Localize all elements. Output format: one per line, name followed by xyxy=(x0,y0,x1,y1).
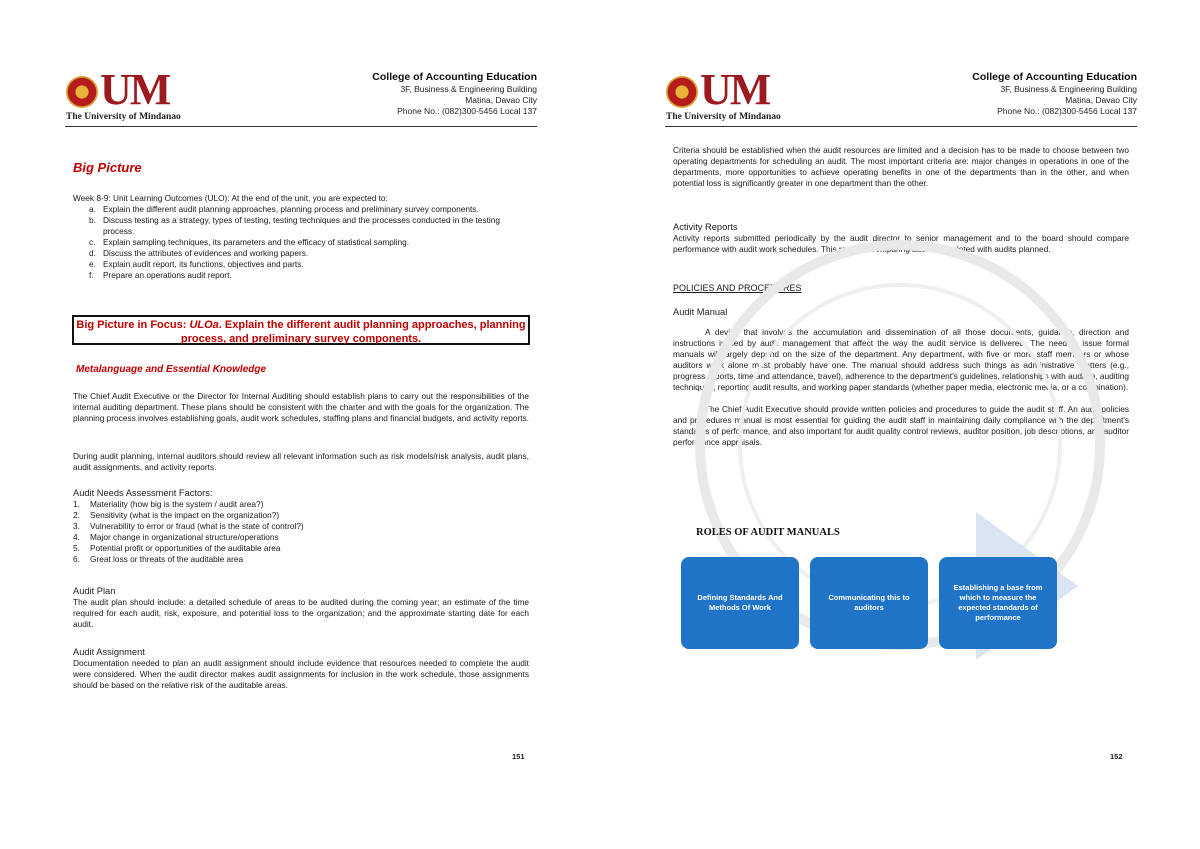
college-title: College of Accounting Education xyxy=(972,71,1137,83)
audit-plan-section xyxy=(73,586,529,630)
audit-assignment-title: Audit Assignment xyxy=(73,647,145,657)
audit-assignment-section xyxy=(73,647,529,691)
page-number: 152 xyxy=(1110,752,1123,761)
address-line1: 3F, Business & Engineering Building xyxy=(1000,84,1137,94)
audit-manual-section xyxy=(673,307,1129,448)
focus-box xyxy=(72,315,530,345)
list-item: a. Explain the different audit planning approaches, planning process and preliminary survey components. xyxy=(89,204,479,214)
policies-section xyxy=(673,283,1129,294)
audit-manual-para1: A device that involves the accumulation and dissemination of all those documents, guidance, direction and instructions issued by audit management that affect the way the audit service is delivered. The need to issue formal manuals will largely depend on the size of the department. Any department, with five or more staff members or whose auditors work alone must probably have one. The manual should address such things as administrative matters (e.g., progress reports, time and attendance, travel), adherence to the department's guidelines, relationships with auditee, auditing techniques, reporting audit results, and working paper standards (whether paper media, electronic media, or a combination). xyxy=(673,327,1129,392)
seal-icon xyxy=(66,76,98,108)
logo-text: UM xyxy=(100,65,170,114)
needs-section xyxy=(73,488,529,565)
ulo-intro: Week 8-9: Unit Learning Outcomes (ULO): At the end of the unit, you are expected to: xyxy=(73,193,388,203)
audit-assignment-text: Documentation needed to plan an audit assignment should include evidence that resources needed to complete the audit were considered. When the audit director makes audit assignments for inclusion in the work schedule, those assignments should be based on the relative risk of the auditable areas. xyxy=(73,658,529,690)
header-divider xyxy=(65,126,537,127)
logo-text: UM xyxy=(700,65,770,114)
address-line2: Matina, Davao City xyxy=(1065,95,1137,105)
seal-icon xyxy=(666,76,698,108)
paragraph-2: During audit planning, internal auditors should review all relevant information such as risk models/risk analysis, audit plans, audit assignments, and activity reports. xyxy=(73,451,529,472)
page-right xyxy=(600,0,1200,849)
logo-subtitle: The University of Mindanao xyxy=(66,112,181,122)
roles-of-audit-manuals-diagram xyxy=(676,512,1086,660)
college-title: College of Accounting Education xyxy=(372,71,537,83)
list-item: c. Explain sampling techniques, its parameters and the efficacy of statistical sampling. xyxy=(89,237,410,247)
focus-prefix: Big Picture in Focus: xyxy=(76,319,190,331)
list-item: 3. Vulnerability to error or fraud (what is the state of control?) xyxy=(73,521,304,531)
logo-subtitle: The University of Mindanao xyxy=(666,112,781,122)
activity-reports-section xyxy=(673,222,1129,255)
ulo-list xyxy=(73,204,529,281)
criteria-paragraph: Criteria should be established when the audit resources are limited and a decision has to be made to choose between two operating departments for scheduling an audit. The most important criteria are: major changes in operations in one of the departments, more opportunities to achieve operating benefits in one of the departments than in the other, and when potential loss is significantly greater in one department than the other. xyxy=(673,145,1129,188)
phone-number: Phone No.: (082)300-5456 Local 137 xyxy=(397,106,537,116)
paragraph-1: The Chief Audit Executive or the Director for Internal Auditing should establish plans to carry out the responsibilities of the internal auditing department. These plans should be consistent with the charter and with the goals for the organization. The planning process involves establishing goals, audit work schedules, staffing plans and financial budgets, and activity reports. xyxy=(73,391,529,423)
university-logo xyxy=(665,65,815,126)
audit-plan-title: Audit Plan xyxy=(73,586,116,596)
page-number: 151 xyxy=(512,752,525,761)
page-header xyxy=(665,65,1137,128)
list-item: 2. Sensitivity (what is the impact on the organization?) xyxy=(73,510,280,520)
phone-number: Phone No.: (082)300-5456 Local 137 xyxy=(997,106,1137,116)
needs-title: Audit Needs Assessment Factors: xyxy=(73,488,213,498)
page-header xyxy=(65,65,537,128)
policies-title: POLICIES AND PROCEDURES xyxy=(673,283,802,293)
list-item: e. Explain audit report, its functions, objectives and parts. xyxy=(89,259,304,269)
needs-list xyxy=(73,499,529,565)
list-item: f. Prepare an operations audit report. xyxy=(89,270,232,280)
focus-code: ULOa xyxy=(189,319,219,331)
list-item: d. Discuss the attributes of evidences and working papers. xyxy=(89,248,309,258)
list-item: 4. Major change in organizational structure/operations xyxy=(73,532,279,542)
college-info xyxy=(372,71,537,117)
diagram-title: ROLES OF AUDIT MANUALS xyxy=(696,527,840,538)
university-logo xyxy=(65,65,215,126)
activity-reports-text: Activity reports submitted periodically by the audit director to senior management and to the board should compare performance with audit work schedules. This requires comparing audits completed with audits planned. xyxy=(673,233,1129,254)
diagram-box-1: Defining Standards And Methods Of Work xyxy=(681,557,799,649)
activity-reports-title: Activity Reports xyxy=(673,222,738,232)
metalanguage-title: Metalanguage and Essential Knowledge xyxy=(76,364,267,375)
ulo-section xyxy=(73,193,529,281)
address-line2: Matina, Davao City xyxy=(465,95,537,105)
address-line1: 3F, Business & Engineering Building xyxy=(400,84,537,94)
list-item: b. Discuss testing as a strategy, types of testing, testing techniques and the processes conducted in the testing process. xyxy=(89,215,500,236)
list-item: 6. Great loss or threats of the auditable area xyxy=(73,554,244,564)
audit-plan-text: The audit plan should include: a detailed schedule of areas to be audited during the coming year; an estimate of the time required for each audit, risk, exposure, and potential loss to the organization; and the approximate starting date for each audit. xyxy=(73,597,529,629)
header-divider xyxy=(665,126,1137,127)
audit-manual-para2: The Chief Audit Executive should provide written policies and procedures to guide the audit staff. An audit policies and procedures manual is most essential for guiding the audit staff in maintaining daily compliance with the department's standards of performance, and also important for audit quality control reviews, auditor position, job descriptions, and auditor performance appraisals. xyxy=(673,404,1129,447)
list-item: 1. Materiality (how big is the system / audit area?) xyxy=(73,499,264,509)
college-info xyxy=(972,71,1137,117)
diagram-box-2: Communicating this to auditors xyxy=(810,557,928,649)
focus-text: . Explain the different audit planning approaches, planning process, and preliminary survey components. xyxy=(180,319,526,345)
list-item: 5. Potential profit or opportunities of the auditable area xyxy=(73,543,281,553)
diagram-box-3: Establishing a base from which to measure the expected standards of performance xyxy=(939,557,1057,649)
audit-manual-title: Audit Manual xyxy=(673,307,728,317)
big-picture-title: Big Picture xyxy=(73,160,142,175)
